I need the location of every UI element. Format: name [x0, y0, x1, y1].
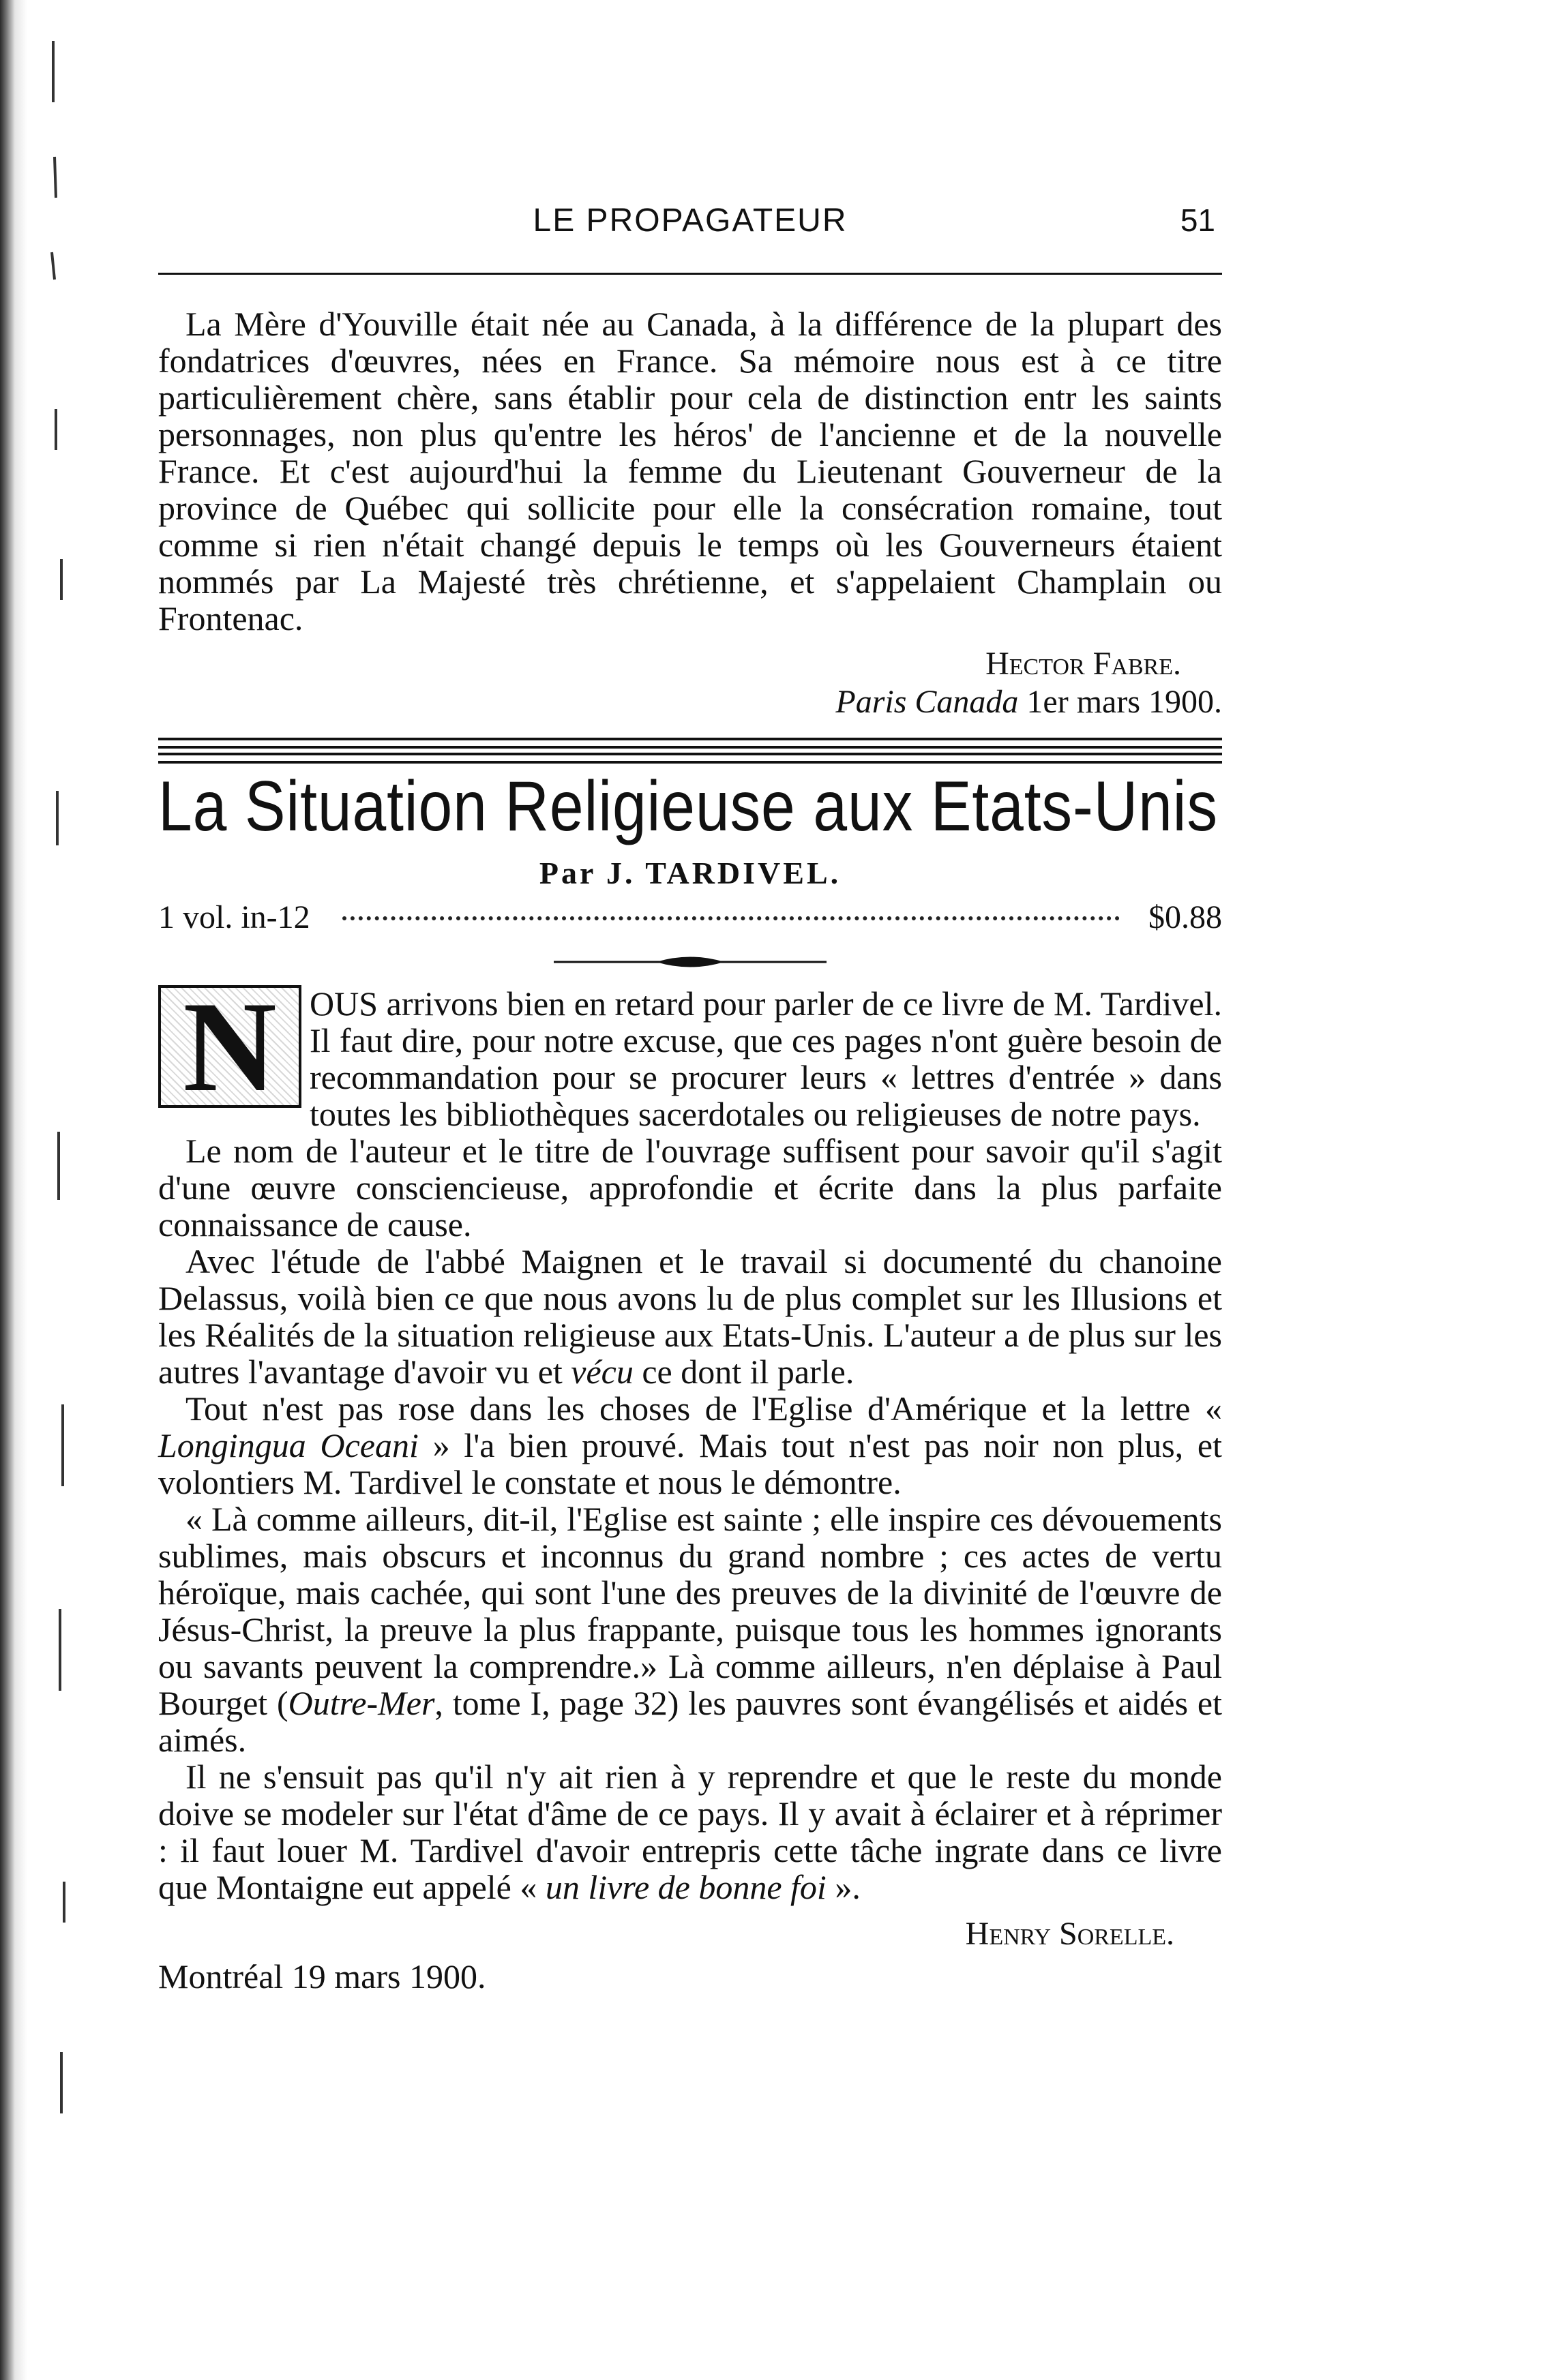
letter-paragraph: La Mère d'Youville était née au Canada, à la différence de la plupart des fondatrices d'œuvres, nées en France. Sa mémoire nous est à ce titre particulièrement chère, sans établir pour cela de distinction entr les saints personnages, non plus qu'entre les héros' de l'ancienne et de la nouvelle France. Et c'est aujourd'hui la femme du Lieutenant Gouverneur de la province de Québec qui sollicite pour elle la consécration romaine, tout comme si rien n'était changé depuis le temps où les Gouverneurs étaient nommés par La Majesté très chrétienne, et s'appelaient Champlain ou Frontenac.: [158, 305, 1222, 637]
p6-text-b: ».: [826, 1868, 861, 1906]
dropcap-letter: N: [183, 976, 277, 1119]
p3-text-b: ce dont il parle.: [633, 1353, 854, 1391]
review-paragraph-4: [158, 1390, 1222, 1501]
p6-italic: un livre de bonne foi: [545, 1868, 827, 1906]
review-byline: Par J. TARDIVEL.: [539, 856, 842, 890]
letter-section: [158, 305, 1222, 721]
p5-text-b: , tome I, page 32) les pauvres sont évangélisés et aidés et aimés.: [158, 1684, 1222, 1759]
page-number: 51: [1180, 202, 1215, 238]
dateline-place: Paris Canada: [835, 684, 1019, 720]
price: $0.88: [1148, 899, 1222, 935]
review-signature: Henry Sorelle.: [965, 1916, 1174, 1952]
journal-title: LE PROPAGATEUR: [533, 202, 848, 239]
review-closing-date: Montréal 19 mars 1900.: [158, 1957, 486, 1995]
letter-signature: Hector Fabre.: [985, 646, 1181, 682]
p3-text-a: Avec l'étude de l'abbé Maignen et le travail si documenté du chanoine Delassus, voilà bien ce que nous avons lu de plus complet sur les Illusions et les Réalités de la situation religieuse aux Etats-Unis. L'auteur a de plus sur les autres l'avantage d'avoir vu et: [158, 1242, 1222, 1391]
p5-text-a: « Là comme ailleurs, dit-il, l'Eglise est sainte ; elle inspire ces dévouements sublimes, mais obscurs et inconnus du grand nombre ; ces actes de vertu héroïque, mais cachée, qui sont l'une des preuves de la divinité de l'œuvre de Jésus-Christ, la preuve la plus frappante, puisque tous les hommes ignorants ou savants peuvent la comprendre.» Là comme ailleurs, n'en déplaise à Paul Bourget (: [158, 1500, 1222, 1722]
p3-italic: vécu: [571, 1353, 634, 1391]
review-paragraph-3: [158, 1243, 1222, 1390]
scan-margin-specks: [48, 41, 102, 2345]
review-first-paragraph: [158, 976, 1222, 1133]
review-headline: La Situation Religieuse aux Etats-Unis: [158, 767, 1218, 846]
leader-dots: [342, 916, 1120, 920]
review-paragraph-6: [158, 1758, 1222, 1905]
volume-format: 1 vol. in-12: [158, 899, 310, 935]
section-double-rule-2: [158, 753, 1222, 764]
review-paragraph-2: Le nom de l'auteur et le titre de l'ouvrage suffisent pour savoir qu'il s'agit d'une œuvre consciencieuse, approfondie et écrite dans la plus parfaite connaissance de cause.: [158, 1132, 1222, 1244]
header-rule: [158, 273, 1222, 275]
review-body: [158, 976, 1222, 1995]
review-paragraph-5: [158, 1501, 1222, 1758]
ornament-rule: [554, 952, 827, 972]
section-double-rule-1: [158, 738, 1222, 749]
scan-edge-shadow: [0, 0, 27, 2380]
p6-text-a: Il ne s'ensuit pas qu'il n'y ait rien à y reprendre et que le reste du monde doive se modeler sur l'état d'âme de ce pays. Il y avait à éclairer et à réprimer : il faut louer M. Tardivel d'avoir entrepris cette tâche ingrate dans ce livre que Montaigne eut appelé «: [158, 1758, 1222, 1906]
dropcap-ornament: [158, 976, 301, 1119]
letter-dateline: [158, 683, 1222, 721]
price-row: [158, 899, 1222, 939]
p4-italic: Longingua Oceani: [158, 1426, 419, 1464]
p5-italic: Outre-Mer: [288, 1684, 435, 1722]
p4-text-b: » l'a bien prouvé. Mais tout n'est pas noir non plus, et volontiers M. Tardivel le constate et nous le démontre.: [158, 1426, 1222, 1501]
running-header: [158, 202, 1222, 250]
p4-text-a: Tout n'est pas rose dans les choses de l'Eglise d'Amérique et la lettre «: [185, 1389, 1222, 1428]
first-paragraph-text: OUS arrivons bien en retard pour parler de ce livre de M. Tardivel. Il faut dire, pour notre excuse, que ces pages n'ont guère besoin de recommandation pour se procurer leurs « lettres d'entrée » dans toutes les bibliothèques sacerdotales ou religieuses de notre pays.: [310, 984, 1222, 1133]
dateline-date: 1er mars 1900.: [1026, 684, 1222, 720]
